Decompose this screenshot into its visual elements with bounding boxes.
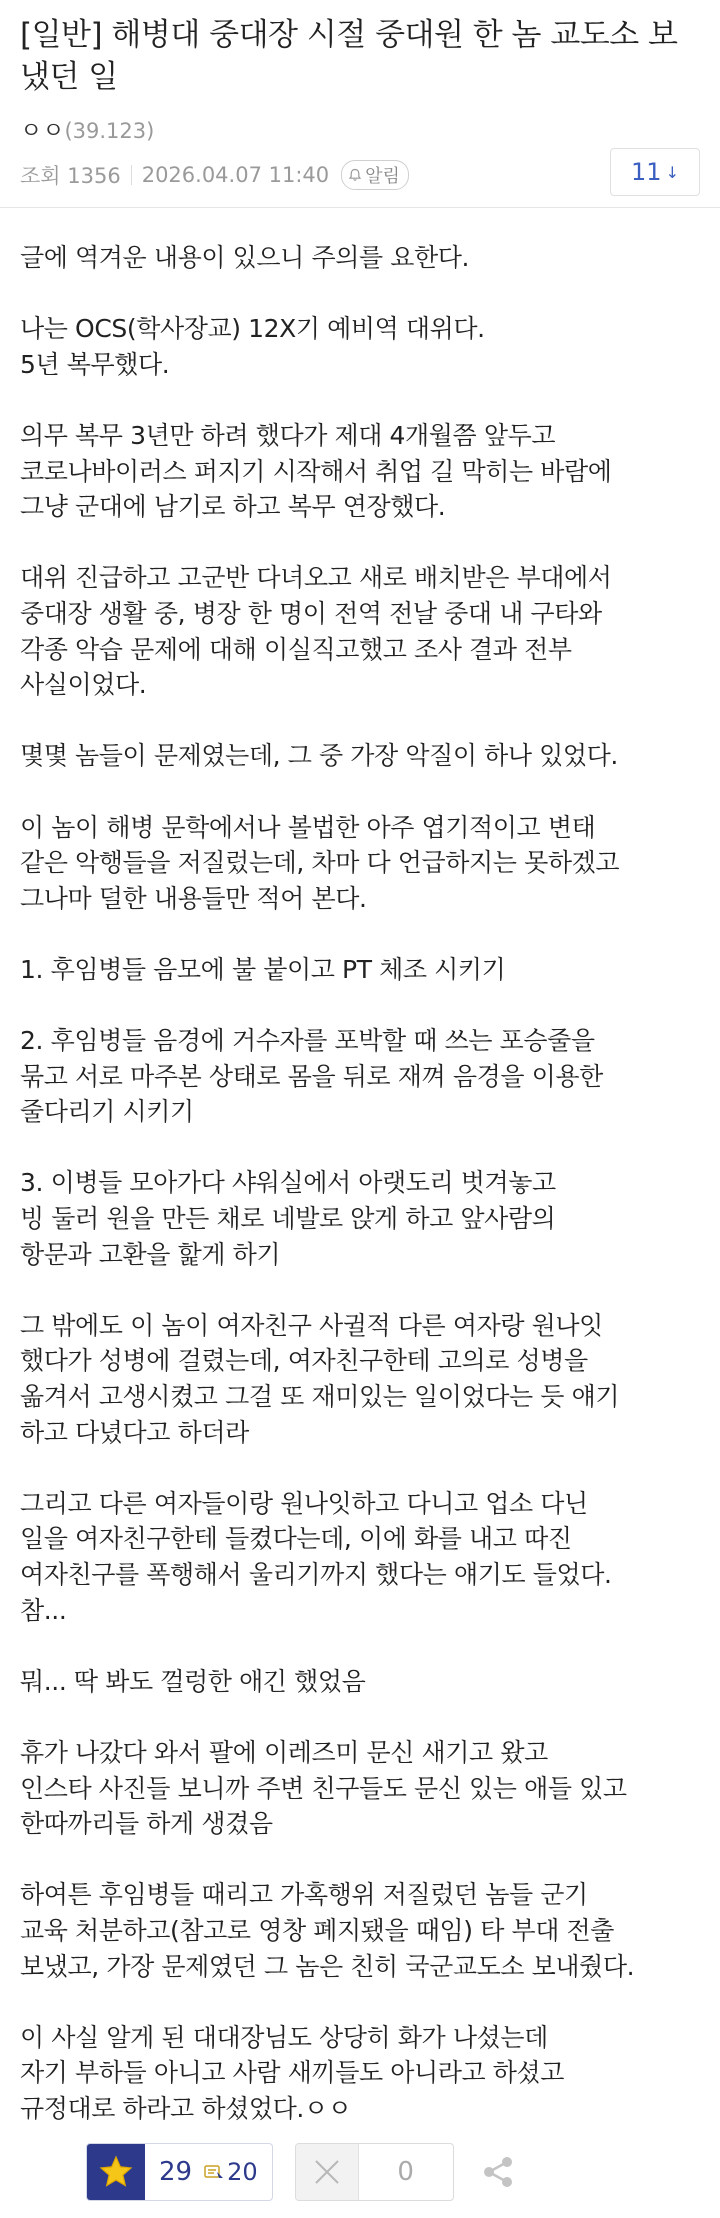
post-paragraph: 그리고 다른 여자들이랑 원나잇하고 다니고 업소 다닌 일을 여자친구한테 들켰다는데, 이에 화를 내고 따진 여자친구를 폭행해서 울리기까지 했다는 얘기도 들었다. 참... bbox=[20, 1488, 612, 1625]
post-header bbox=[0, 0, 720, 206]
post-paragraph: 이 사실 알게 된 대대장님도 상당히 화가 나셨는데 자기 부하들 아니고 사람 새끼들도 아니라고 하셨고 규정대로 하라고 하셨었다.ㅇㅇ bbox=[20, 2022, 565, 2123]
x-icon bbox=[296, 2143, 359, 2201]
alarm-button[interactable] bbox=[341, 160, 409, 190]
post-paragraph: 2. 후임병들 음경에 거수자를 포박할 때 쓰는 포승줄을 묶고 서로 마주본 상태로 몸을 뒤로 재껴 음경을 이용한 줄다리기 시키기 bbox=[20, 1026, 603, 1127]
post-paragraph: 나는 OCS(학사장교) 12X기 예비역 대위다. 5년 복무했다. bbox=[20, 314, 485, 379]
recommend-button[interactable] bbox=[86, 2143, 273, 2201]
post-body bbox=[20, 240, 710, 2162]
vote-bar bbox=[86, 2143, 518, 2201]
post-paragraph: 대위 진급하고 고군반 다녀오고 새로 배치받은 부대에서 중대장 생활 중, 병장 한 명이 전역 전날 중대 내 구타와 각종 악습 문제에 대해 이실직고했고 조사 결과 전부 사실이었다. bbox=[20, 563, 612, 700]
post-paragraph: 글에 역겨운 내용이 있으니 주의를 요한다. bbox=[20, 243, 470, 272]
post-paragraph: 1. 후임병들 음모에 불 붙이고 PT 체조 시키기 bbox=[20, 954, 506, 984]
recommend-count: 29 bbox=[159, 2157, 193, 2187]
comment-count: 11 bbox=[631, 158, 662, 186]
fixed-recommend-icon bbox=[204, 2163, 224, 2181]
comment-count-button[interactable] bbox=[610, 148, 700, 196]
post-paragraph: 그 밖에도 이 놈이 여자친구 사귈적 다른 여자랑 원나잇 했다가 성병에 걸렸는데, 여자친구한테 고의로 성병을 옮겨서 고생시켰고 그걸 또 재미있는 일이었다는 듯 얘기 하고 다녔다고 하더라 bbox=[20, 1310, 620, 1447]
post-date: 2026.04.07 11:40 bbox=[141, 163, 330, 187]
share-icon bbox=[480, 2154, 516, 2190]
share-button[interactable] bbox=[478, 2152, 518, 2192]
author-ip: (39.123) bbox=[64, 119, 155, 143]
meta-divider bbox=[131, 165, 132, 185]
alarm-label: 알림 bbox=[365, 166, 400, 187]
post-meta bbox=[20, 160, 409, 190]
post-paragraph: 의무 복무 3년만 하려 했다가 제대 4개월쯤 앞두고 코로나바이러스 퍼지기 시작해서 취업 길 막히는 바람에 그냥 군대에 남기로 하고 복무 연장했다. bbox=[20, 420, 612, 522]
header-divider bbox=[0, 207, 720, 208]
author-row bbox=[20, 112, 154, 145]
arrow-down-icon: ↓ bbox=[665, 162, 679, 182]
author-name[interactable]: ㅇㅇ bbox=[20, 118, 65, 144]
post-paragraph: 뭐... 딱 봐도 껄렁한 애긴 했었음 bbox=[20, 1666, 366, 1696]
post-paragraph: 휴가 나갔다 와서 팔에 이레즈미 문신 새기고 왔고 인스타 사진들 보니까 주변 친구들도 문신 있는 애들 있고 한따까리들 하게 생겼음 bbox=[20, 1737, 627, 1839]
post-paragraph: 이 놈이 해병 문학에서나 볼법한 아주 엽기적이고 변태 같은 악행들을 저질렀는데, 차마 다 언급하지는 못하겠고 그나마 덜한 내용들만 적어 본다. bbox=[20, 812, 620, 913]
nonrecommend-count: 0 bbox=[397, 2157, 414, 2187]
post-paragraph: 3. 이병들 모아가다 샤워실에서 아랫도리 벗겨놓고 빙 둘러 원을 만든 채로 네발로 앉게 하고 앞사람의 항문과 고환을 핥게 하기 bbox=[20, 1168, 556, 1269]
star-icon bbox=[87, 2143, 145, 2201]
fixed-recommend-count: 20 bbox=[227, 2158, 258, 2186]
fixed-recommend bbox=[204, 2158, 272, 2186]
view-count: 조회 1356 bbox=[20, 164, 121, 188]
bell-icon bbox=[348, 168, 362, 182]
post-title: [일반] 해병대 중대장 시절 중대원 한 놈 교도소 보냈던 일 bbox=[20, 17, 678, 95]
post-paragraph: 몇몇 놈들이 문제였는데, 그 중 가장 악질이 하나 있었다. bbox=[20, 741, 618, 771]
post-paragraph: 하여튼 후임병들 때리고 가혹행위 저질렀던 놈들 군기 교육 처분하고(참고로 영창 폐지됐을 때임) 타 부대 전출 보냈고, 가장 문제였던 그 놈은 친히 국군교도소 보내줬다. bbox=[20, 1880, 635, 1981]
nonrecommend-button[interactable] bbox=[295, 2143, 454, 2201]
